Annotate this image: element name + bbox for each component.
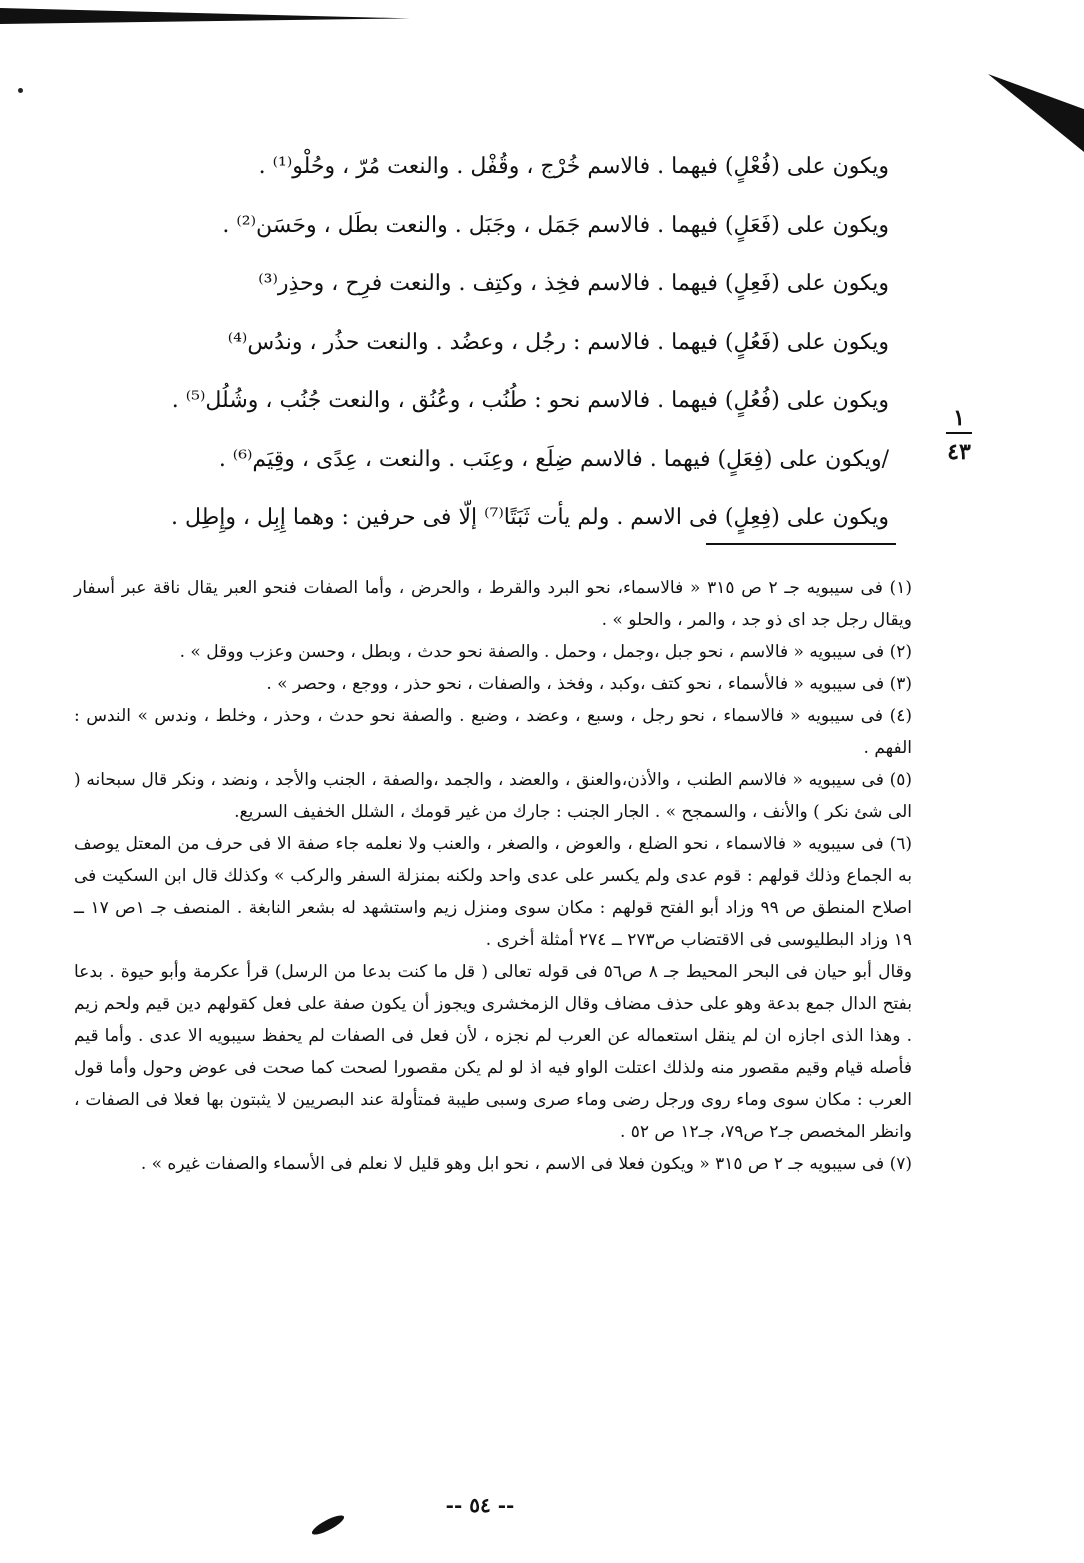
footnote: (٣) فى سيبويه « فالأسماء ، نحو كتف ،وكبد ، وفخذ ، والصفات ، نحو حذر ، ووجع ، وحصر » . bbox=[266, 674, 912, 694]
corner-dark-wedge bbox=[988, 74, 1084, 152]
main-line: ويكون على (فُعُلٍ) فيهما . فالاسم نحو : طُنُب ، وعُنُق ، والنعت جُنُب ، وشُلُل⁽⁵⁾ . bbox=[171, 388, 889, 413]
main-line: ويكون على (فَعِلٍ) فيهما . فالاسم فخِذ ، وكتِف . والنعت فرِح ، وحذِر⁽³⁾ bbox=[258, 271, 889, 296]
margin-manuscript-reference bbox=[934, 404, 984, 466]
top-edge-dark-band bbox=[0, 8, 410, 24]
footnote: (٧) فى سيبويه جـ ٢ ص ٣١٥ « ويكون فعلا فى الاسم ، نحو ابل وهو قليل لا نعلم فى الأسماء والصفات غيره » . bbox=[140, 1154, 912, 1174]
footnote-separator bbox=[706, 543, 896, 545]
margin-note-bottom: ٤٣ bbox=[947, 439, 971, 465]
footnote-continuation: وقال أبو حيان فى البحر المحيط جـ ٨ ص٥٦ فى قوله تعالى ( قل ما كنت بدعا من الرسل) قرأ عكرمة وأبو حيوة . بدعا بفتح الدال جمع بدعة وهو على حذف مضاف وقال الزمخشرى ويجوز أن يكون صفة على فعل كقولهم دين قيم ولحم زيم . وهذا الذى اجازه ان لم ينقل استعماله عن العرب لم نجزه ، لأن فعل فى الصفات لم يحفظ سيبويه الا عدى . وأما قيم فأصله قيام وقيم مقصور منه ولذلك اعتلت الواو فيه اذ لو لم يكن مقصورا لصحت كما صحت فى عوض وحول وأما قول العرب : مكان سوى وماء روى ورجل رضى وماء صرى وسبى طيبة فمتأولة عند البصريين لا يثبتون بها فعلا فى الصفات ، وانظر المخصص جـ٢ ص٧٩، جـ١٢ ص ٥٢ . bbox=[74, 962, 912, 1142]
main-text-block bbox=[169, 138, 889, 548]
footnote: (٤) فى سيبويه « فالاسماء ، نحو رجل ، وسبع ، وعضد ، وضبع . والصفة نحو حدث ، وحذر ، وخلط ، وندس » الندس : الفهم . bbox=[74, 706, 912, 758]
footnote: (١) فى سيبويه جـ ٢ ص ٣١٥ « فالاسماء، نحو البرد والقرط ، والحرض ، وأما الصفات فنحو العبر يقال ناقة عبر أسفار ويقال رجل جد اى ذو جد ، والمر ، والحلو » . bbox=[74, 578, 912, 630]
scan-speck bbox=[18, 88, 23, 93]
main-line: /ويكون على (فِعَلٍ) فيهما . فالاسم ضِلَع ، وعِنَب . والنعت ، عِدًى ، وقِيَم⁽⁶⁾ . bbox=[218, 446, 889, 472]
footnotes-block bbox=[74, 572, 912, 1180]
page-number: -- ٥٤ -- bbox=[445, 1493, 515, 1517]
margin-note-top: ١ bbox=[946, 404, 972, 434]
main-line: ويكون على (فُعْلٍ) فيهما . فالاسم خُرْج ، وقُفْل . والنعت مُرّ ، وحُلْو⁽¹⁾ . bbox=[258, 154, 889, 179]
main-line: ويكون على (فَعُلٍ) فيهما . فالاسم : رجُل ، وعضُد . والنعت حذُر ، وندُس⁽⁴⁾ bbox=[227, 329, 889, 355]
footnote: (٦) فى سيبويه « فالاسماء ، نحو الضلع ، والعوض ، والصغر ، والعنب ولا نعلمه جاء صفة الا فى حرف من المعتل يوصف به الجماع وذلك قولهم : قوم عدى ولم يكسر على عدى واحد ولكنه بمنزلة السفر والركب » وكذلك قال ابن السكيت فى اصلاح المنطق ص ٩٩ وزاد أبو الفتح قولهم : مكان سوى ومنزل زيم واستشهد له بشعر النابغة . المنصف جـ ١ص ١٧ ــ ١٩ وزاد البطليوسى فى الاقتضاب ص٢٧٣ ــ ٢٧٤ أمثلة أخرى . bbox=[74, 834, 912, 950]
main-line: ويكون على (فَعَلٍ) فيهما . فالاسم جَمَل ، وجَبَل . والنعت بطَل ، وحَسَن⁽²⁾ . bbox=[222, 212, 889, 238]
footnote: (٥) فى سيبويه « فالاسم الطنب ، والأذن،والعنق ، والعضد ، والجمد ،والصفة ، الجنب والأجد ، ونضد ، ونكر قال سبحانه ( الى شئ نكر ) والأنف ، والسمجح » . الجار الجنب : جارك من غير قومك ، الشلل الخفيف السريع. bbox=[74, 770, 912, 822]
footnote: (٢) فى سيبويه « فالاسم ، نحو جبل ،وجمل ، وحمل . والصفة نحو حدث ، وبطل ، وحسن وعزب ووقل » . bbox=[179, 642, 912, 662]
ink-blot bbox=[310, 1512, 346, 1538]
main-line: ويكون على (فِعِلٍ) فى الاسم . ولم يأت ثَبَتًا⁽⁷⁾ إلّا فى حرفين : وهما إِبِل ، وإِطِل . bbox=[171, 505, 889, 530]
